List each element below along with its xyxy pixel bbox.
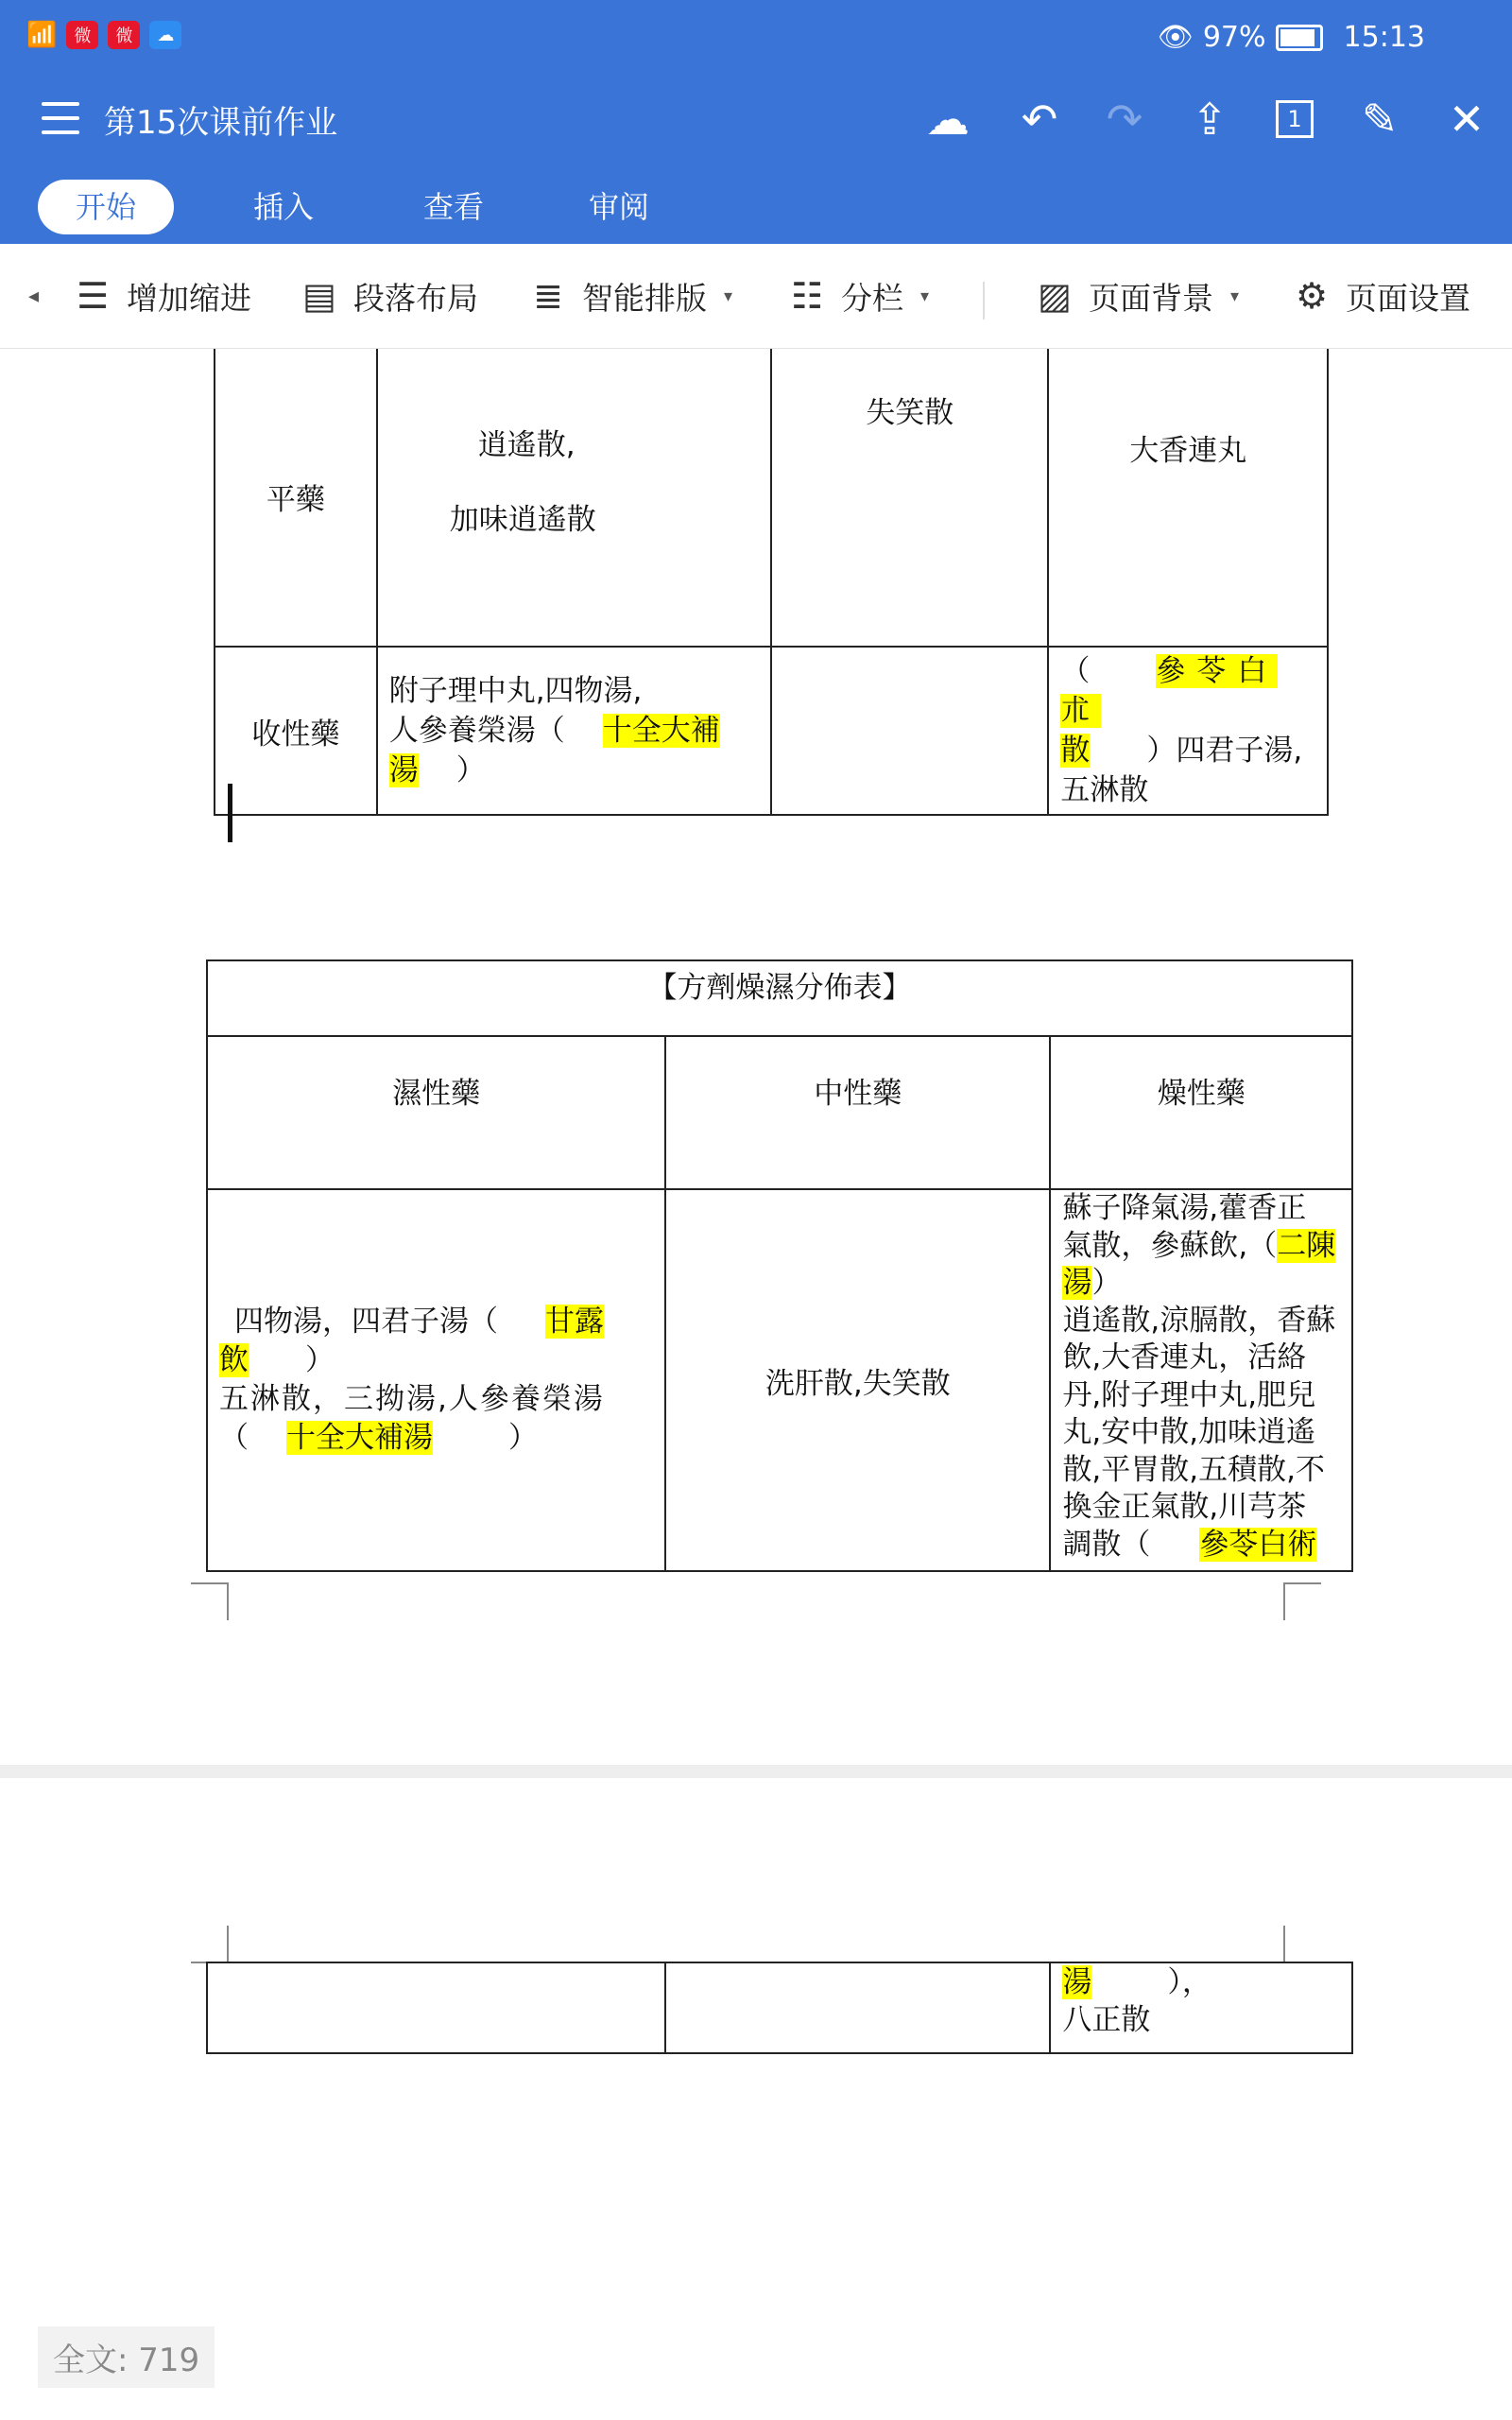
cell-text (219, 1303, 653, 1341)
highlight-text: 甘露 (545, 1305, 604, 1339)
gear-icon: ⚙ (1295, 275, 1329, 317)
battery-text: 97% (1202, 21, 1266, 54)
battery-icon (1276, 25, 1323, 51)
close-icon[interactable]: ✕ (1448, 94, 1486, 145)
table-row (207, 1962, 1352, 2053)
cell-text: 五淋散，三拗湯,人參養榮湯 (219, 1382, 605, 1416)
cell-text: 散,平胃散,五積散,不 (1062, 1452, 1325, 1487)
cell-text: ） (455, 753, 486, 787)
smart-layout-button[interactable] (527, 270, 732, 321)
highlight-text: 湯 (388, 753, 419, 787)
cell-text: 氣散，參蘇飲,（ (1062, 1228, 1278, 1263)
document-title: 第15次课前作业 (104, 104, 338, 142)
highlight-text: 湯 (1062, 1965, 1092, 1999)
text-cursor (228, 784, 232, 842)
table-cell (207, 1189, 665, 1571)
tab-review[interactable]: 审阅 (588, 189, 649, 225)
highlight-text: 飲 (219, 1343, 249, 1377)
paragraph-layout-label: 段落布局 (353, 279, 478, 317)
page-break-gap (0, 1765, 1512, 1778)
increase-indent-label: 增加缩进 (127, 279, 251, 317)
highlight-text: 參苓白朮 (1060, 654, 1279, 728)
table-row (207, 1189, 1352, 1571)
cell-text: 丸,安中散,加味逍遙 (1062, 1415, 1316, 1449)
cell-text: 人參養榮湯（ (388, 714, 565, 748)
columns-icon: ☷ (790, 275, 824, 317)
column-header: 中性藥 (665, 1036, 1050, 1189)
cell-text (219, 1419, 653, 1458)
paragraph-icon: ▤ (302, 275, 336, 317)
status-bar (0, 0, 1512, 74)
clock-text: 15:13 (1343, 21, 1425, 54)
tab-view[interactable]: 查看 (422, 189, 484, 225)
cell-text: 八正散 (1062, 2003, 1151, 2037)
page-setup-button[interactable] (1291, 270, 1470, 321)
page-corner-mark (191, 1926, 229, 1963)
row-label: 平藥 (215, 349, 377, 647)
cell-text (1060, 651, 1315, 731)
cell-text: ） (508, 1421, 538, 1455)
cell-text (389, 751, 759, 790)
undo-icon[interactable]: ↶ (1021, 94, 1058, 145)
highlight-text: 十全大補湯 (286, 1421, 433, 1455)
cell-text: 換金正氣散,川芎茶 (1062, 1490, 1307, 1524)
table-title: 【方劑燥濕分佈表】 (207, 960, 1352, 1036)
table-cell (1048, 349, 1328, 647)
highlight-text: 參苓白術 (1199, 1527, 1317, 1562)
column-header: 濕性藥 (207, 1036, 665, 1189)
eye-icon: 👁 (1157, 21, 1194, 54)
table-cell (377, 647, 771, 815)
cell-text: 五淋散 (1060, 773, 1149, 807)
background-icon: ▨ (1038, 275, 1072, 317)
page-corner-mark (1283, 1926, 1321, 1963)
cloud-upload-icon[interactable]: ☁ (926, 94, 970, 145)
table-cell (771, 647, 1048, 815)
table-cell (771, 349, 1048, 647)
table-cell (1048, 647, 1328, 815)
ribbon-tabs (0, 166, 1512, 244)
cell-text: （ (1060, 654, 1091, 688)
paragraph-layout-button[interactable] (299, 270, 478, 321)
table-cell (1050, 1962, 1352, 2053)
smart-layout-label: 智能排版 (582, 279, 707, 317)
cell-text (1062, 1265, 1340, 1303)
cell-text: 逍遙散,涼膈散，香蘇 (1062, 1303, 1336, 1338)
cell-text: ）四君子湯, (1146, 734, 1303, 768)
cell-text: 蘇子降氣湯,藿香正 (1062, 1191, 1307, 1225)
cell-text: 飲,大香連丸，活絡 (1062, 1340, 1307, 1374)
cell-text: 逍遙散, (477, 428, 576, 462)
dry-damp-table-continued (206, 1962, 1353, 2054)
cell-text: 附子理中丸,四物湯, (388, 674, 643, 708)
cell-text (389, 711, 759, 751)
table-cell (207, 1962, 665, 2053)
cell-text (1060, 731, 1315, 770)
menu-icon[interactable] (42, 102, 79, 145)
cell-text (1062, 1228, 1340, 1266)
chevron-down-icon: ▾ (724, 285, 733, 306)
cell-text (219, 1341, 653, 1380)
cell-text: ） (1091, 1266, 1122, 1300)
cell-text: 調散（ (1062, 1527, 1151, 1562)
cell-text (1062, 1527, 1340, 1564)
table-row (215, 349, 1328, 647)
tab-start[interactable]: 开始 (38, 180, 174, 234)
table-row (207, 960, 1352, 1036)
redo-icon[interactable]: ↷ (1106, 94, 1143, 145)
cell-text: ） (305, 1343, 335, 1377)
page-setup-label: 页面设置 (1346, 279, 1470, 317)
columns-label: 分栏 (841, 279, 903, 317)
chevron-down-icon: ▾ (920, 285, 930, 306)
page-background-button[interactable] (1034, 270, 1239, 321)
table-row (215, 647, 1328, 815)
highlight-text: 湯 (1062, 1266, 1092, 1300)
cell-text: 大香連丸 (1129, 434, 1247, 468)
cell-text (1062, 1963, 1340, 2001)
chevron-down-icon: ▾ (1230, 285, 1240, 306)
toolbar-divider (983, 282, 985, 320)
columns-button[interactable] (786, 270, 929, 321)
status-icons-left (26, 21, 181, 49)
cloud-icon: ☁ (149, 21, 181, 49)
page-corner-mark (1283, 1582, 1321, 1620)
table-row (207, 1036, 1352, 1189)
smart-layout-icon: ≣ (533, 275, 563, 317)
dry-damp-table (206, 959, 1353, 1572)
increase-indent-button[interactable] (72, 270, 251, 321)
highlight-text: 二陳 (1277, 1228, 1336, 1263)
cell-text: 加味逍遙散 (449, 503, 596, 537)
weibo-icon-2: 微 (108, 21, 140, 49)
tab-insert[interactable]: 插入 (252, 189, 314, 225)
share-icon[interactable]: ⇪ (1191, 94, 1228, 145)
cell-text: 失笑散 (866, 396, 954, 430)
table-cell (1050, 1189, 1352, 1571)
weibo-icon: 微 (66, 21, 98, 49)
status-icons-right (1158, 21, 1425, 54)
table-cell (665, 1962, 1050, 2053)
highlight-text: 十全大補 (602, 714, 720, 748)
page-background-label: 页面背景 (1089, 279, 1213, 317)
column-header: 燥性藥 (1050, 1036, 1352, 1189)
herb-table-top (214, 349, 1329, 816)
title-bar (0, 74, 1512, 166)
table-cell (377, 349, 771, 647)
cell-text: 四物湯，四君子湯（ (234, 1305, 498, 1339)
scroll-left-icon[interactable]: ◂ (28, 284, 40, 308)
document-canvas[interactable] (0, 349, 1512, 2420)
word-count-badge[interactable]: 全文: 719 (38, 2326, 215, 2388)
page-count-icon[interactable]: 1 (1268, 93, 1321, 146)
edit-icon[interactable]: ✎ (1361, 94, 1399, 145)
table-cell: 洗肝散,失笑散 (665, 1189, 1050, 1571)
indent-icon: ☰ (76, 275, 110, 317)
toolbar (0, 244, 1512, 349)
cell-text: 丹,附子理中丸,肥兒 (1062, 1377, 1316, 1412)
highlight-text: 散 (1060, 734, 1091, 768)
page-corner-mark (191, 1582, 229, 1620)
cell-text: ）， (1167, 1965, 1211, 1999)
row-label: 收性藥 (215, 647, 377, 815)
wifi-icon: 📶 (26, 21, 58, 49)
cell-text: （ (219, 1421, 249, 1455)
